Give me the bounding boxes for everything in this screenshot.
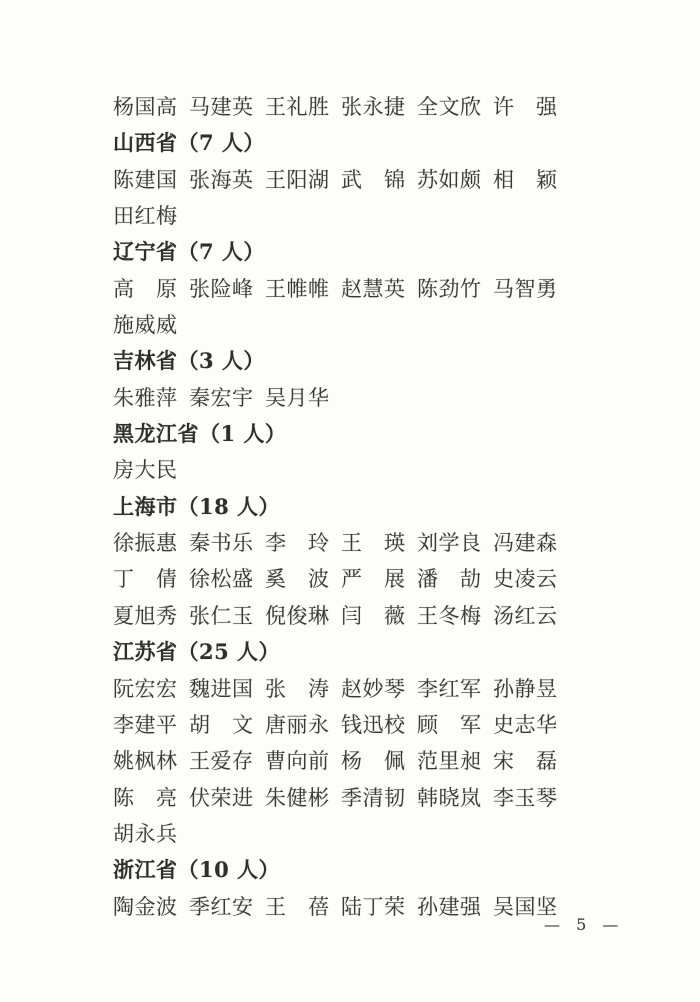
person-name: 季红安 bbox=[189, 894, 253, 919]
person-name: 苏如颇 bbox=[417, 167, 481, 192]
person-name: 宋 磊 bbox=[493, 749, 557, 774]
name-row bbox=[113, 816, 583, 852]
province-header: 辽宁省（7 人） bbox=[113, 239, 265, 265]
person-name: 季清韧 bbox=[341, 785, 405, 810]
person-name: 徐振惠 bbox=[113, 531, 177, 556]
name-row bbox=[113, 598, 583, 634]
person-name: 王爱存 bbox=[189, 749, 253, 774]
person-name: 陶金波 bbox=[113, 894, 177, 919]
person-name: 吴月华 bbox=[265, 385, 329, 410]
person-name: 施威威 bbox=[113, 313, 177, 338]
name-row bbox=[113, 89, 583, 125]
person-name: 李建平 bbox=[113, 712, 177, 737]
person-name: 史凌云 bbox=[493, 567, 557, 592]
person-name: 曹向前 bbox=[265, 749, 329, 774]
person-name: 高 原 bbox=[113, 276, 177, 301]
person-name: 王冬梅 bbox=[417, 603, 481, 628]
person-name: 伏荣进 bbox=[189, 785, 253, 810]
person-name: 陈建国 bbox=[113, 167, 177, 192]
person-name: 钱迅校 bbox=[341, 712, 405, 737]
name-row bbox=[113, 671, 583, 707]
person-name: 陆丁荣 bbox=[341, 894, 405, 919]
person-name: 丁 倩 bbox=[113, 567, 177, 592]
person-name: 马建英 bbox=[189, 95, 253, 119]
person-name: 杨国高 bbox=[113, 95, 177, 119]
person-name: 唐丽永 bbox=[265, 712, 329, 737]
name-row bbox=[113, 162, 583, 198]
person-name: 王 瑛 bbox=[341, 531, 405, 556]
person-name: 潘 劼 bbox=[417, 567, 481, 592]
person-name: 姚枫林 bbox=[113, 749, 177, 774]
person-name: 张永捷 bbox=[341, 95, 405, 119]
person-name: 王阳湖 bbox=[265, 167, 329, 192]
person-name: 马智勇 bbox=[493, 276, 557, 301]
person-name: 秦宏宇 bbox=[189, 385, 253, 410]
person-name: 奚 波 bbox=[265, 567, 329, 592]
person-name: 赵妙琴 bbox=[341, 676, 405, 701]
name-row bbox=[113, 780, 583, 816]
person-name: 王礼胜 bbox=[265, 95, 329, 119]
person-name: 王 蓓 bbox=[265, 894, 329, 919]
name-row bbox=[113, 307, 583, 343]
province-header: 黑龙江省（1 人） bbox=[113, 421, 287, 447]
person-name: 朱雅萍 bbox=[113, 385, 177, 410]
person-name: 韩晓岚 bbox=[417, 785, 481, 810]
person-name: 魏进国 bbox=[189, 676, 253, 701]
person-name: 李 玲 bbox=[265, 531, 329, 556]
person-name: 许 强 bbox=[493, 95, 557, 119]
person-name: 张险峰 bbox=[189, 276, 253, 301]
person-name: 相 颖 bbox=[493, 167, 557, 192]
person-name: 秦书乐 bbox=[189, 531, 253, 556]
name-row bbox=[113, 889, 583, 925]
province-header: 上海市（18 人） bbox=[113, 493, 281, 519]
person-name: 田红梅 bbox=[113, 204, 177, 229]
name-row bbox=[113, 525, 583, 561]
province-header: 江苏省（25 人） bbox=[113, 639, 281, 665]
person-name: 史志华 bbox=[493, 712, 557, 737]
name-row bbox=[113, 452, 583, 488]
person-name: 汤红云 bbox=[493, 603, 557, 628]
person-name: 孙建强 bbox=[417, 894, 481, 919]
name-list bbox=[113, 89, 583, 925]
person-name: 徐松盛 bbox=[189, 567, 253, 592]
person-name: 刘学良 bbox=[417, 531, 481, 556]
person-name: 陈 亮 bbox=[113, 785, 177, 810]
province-header: 浙江省（10 人） bbox=[113, 857, 281, 883]
person-name: 杨 佩 bbox=[341, 749, 405, 774]
person-name: 房大民 bbox=[113, 458, 177, 483]
person-name: 陈劲竹 bbox=[417, 276, 481, 301]
person-name: 顾 军 bbox=[417, 712, 481, 737]
name-row bbox=[113, 707, 583, 743]
page-number: — 5 — bbox=[544, 915, 621, 934]
name-row bbox=[113, 561, 583, 597]
person-name: 全文欣 bbox=[417, 95, 481, 119]
person-name: 王帷帷 bbox=[265, 276, 329, 301]
person-name: 范里昶 bbox=[417, 749, 481, 774]
name-row bbox=[113, 198, 583, 234]
name-row bbox=[113, 271, 583, 307]
person-name: 张 涛 bbox=[265, 676, 329, 701]
province-header: 山西省（7 人） bbox=[113, 130, 265, 156]
province-header: 吉林省（3 人） bbox=[113, 348, 265, 374]
person-name: 阮宏宏 bbox=[113, 676, 177, 701]
person-name: 倪俊琳 bbox=[265, 603, 329, 628]
person-name: 朱健彬 bbox=[265, 785, 329, 810]
person-name: 张海英 bbox=[189, 167, 253, 192]
person-name: 严 展 bbox=[341, 567, 405, 592]
person-name: 李玉琴 bbox=[493, 785, 557, 810]
name-row bbox=[113, 380, 583, 416]
person-name: 冯建森 bbox=[493, 531, 557, 556]
person-name: 武 锦 bbox=[341, 167, 405, 192]
person-name: 张仁玉 bbox=[189, 603, 253, 628]
person-name: 闫 薇 bbox=[341, 603, 405, 628]
person-name: 孙静昱 bbox=[493, 676, 557, 701]
person-name: 夏旭秀 bbox=[113, 603, 177, 628]
person-name: 李红军 bbox=[417, 676, 481, 701]
person-name: 胡永兵 bbox=[113, 821, 177, 846]
person-name: 吴国坚 bbox=[493, 894, 557, 919]
name-row bbox=[113, 743, 583, 779]
person-name: 胡 文 bbox=[189, 712, 253, 737]
person-name: 赵慧英 bbox=[341, 276, 405, 301]
